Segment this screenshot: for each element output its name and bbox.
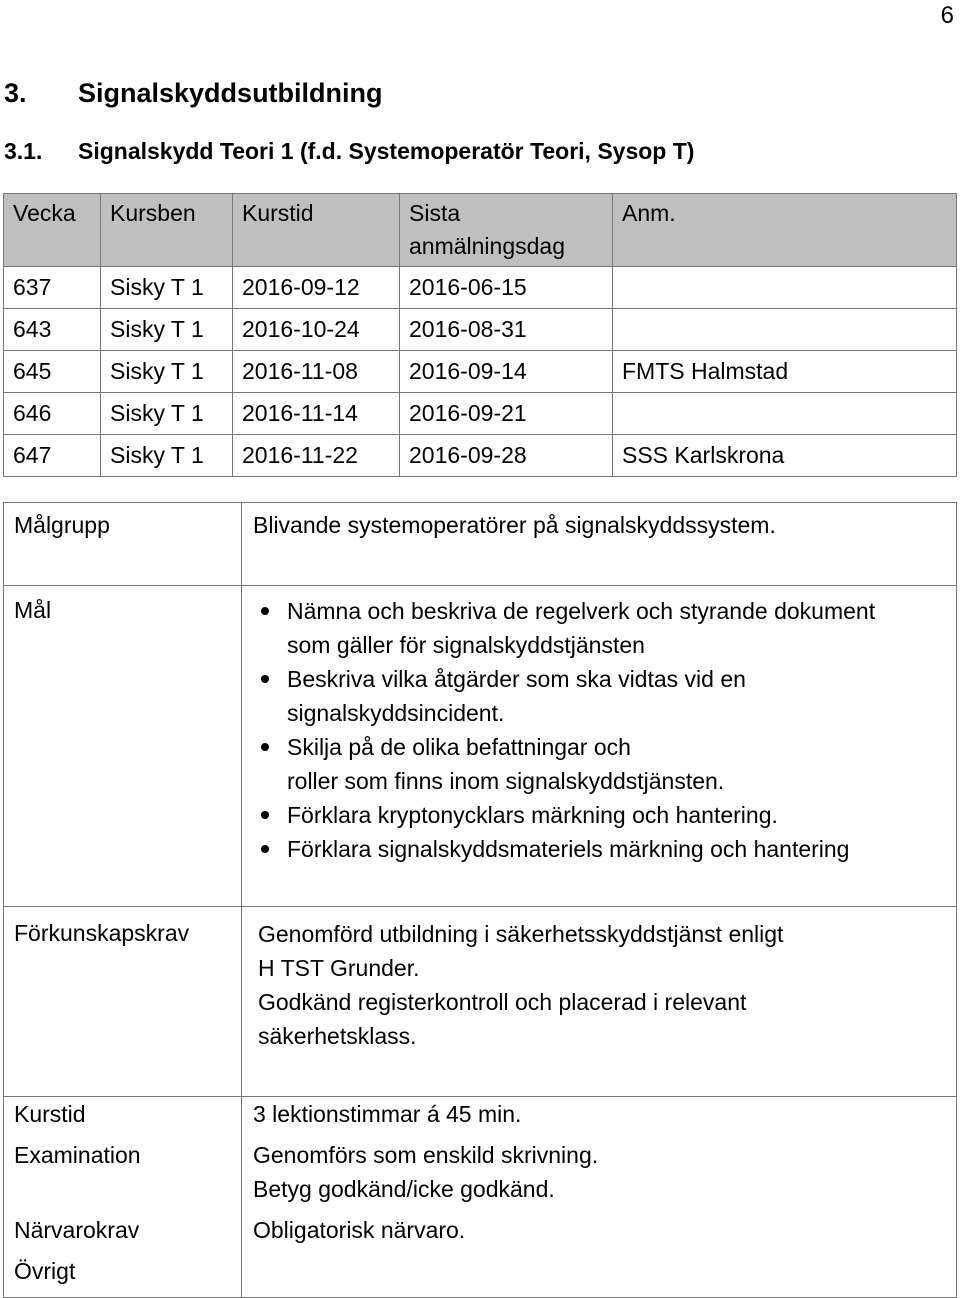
cell-course: Sisky T 1 bbox=[101, 435, 233, 477]
cell-course: Sisky T 1 bbox=[101, 309, 233, 351]
misc-values bbox=[242, 1097, 957, 1298]
prerequisites-value bbox=[242, 907, 957, 1097]
goal-line: roller som finns inom signalskyddstjänsten. bbox=[287, 768, 725, 794]
subsection-heading bbox=[4, 138, 694, 165]
list-item bbox=[253, 730, 956, 798]
misc-row bbox=[4, 1097, 957, 1298]
cell-note bbox=[613, 267, 957, 309]
goal-line: Nämna och beskriva de regelverk och styrande dokument bbox=[287, 598, 876, 624]
target-group-row bbox=[4, 503, 957, 586]
cell-deadline: 2016-09-21 bbox=[400, 393, 613, 435]
cell-deadline: 2016-06-15 bbox=[400, 267, 613, 309]
header-deadline-line1: Sista bbox=[409, 200, 461, 226]
prerequisites-line: Godkänd registerkontroll och placerad i relevant bbox=[258, 989, 747, 1015]
page-number: 6 bbox=[940, 2, 954, 29]
table-row bbox=[4, 393, 957, 435]
prerequisites-row bbox=[4, 907, 957, 1097]
attendance-value: Obligatorisk närvaro. bbox=[253, 1217, 466, 1243]
section-number: 3. bbox=[4, 78, 27, 108]
goals-label: Mål bbox=[4, 586, 242, 907]
goals-list bbox=[253, 594, 956, 866]
cell-week: 647 bbox=[4, 435, 101, 477]
header-time: Kurstid bbox=[233, 194, 400, 267]
table-row bbox=[4, 351, 957, 393]
cell-week: 646 bbox=[4, 393, 101, 435]
header-deadline bbox=[400, 194, 613, 267]
course-info-table bbox=[3, 502, 957, 1298]
cell-week: 645 bbox=[4, 351, 101, 393]
goal-line: Förklara kryptonycklars märkning och hantering. bbox=[287, 802, 778, 828]
subsection-number: 3.1. bbox=[4, 138, 43, 164]
goal-line: Skilja på de olika befattningar och bbox=[287, 734, 631, 760]
prerequisites-line: Genomförd utbildning i säkerhetsskyddstjänst enligt bbox=[258, 921, 784, 947]
cell-note: SSS Karlskrona bbox=[613, 435, 957, 477]
list-item bbox=[253, 662, 956, 730]
cell-week: 643 bbox=[4, 309, 101, 351]
cell-week: 637 bbox=[4, 267, 101, 309]
cell-deadline: 2016-09-28 bbox=[400, 435, 613, 477]
examination-line: Genomförs som enskild skrivning. bbox=[253, 1142, 599, 1168]
cell-time: 2016-11-08 bbox=[233, 351, 400, 393]
table-row bbox=[4, 435, 957, 477]
subsection-title: Signalskydd Teori 1 (f.d. Systemoperatör Teori, Sysop T) bbox=[78, 138, 695, 164]
header-week: Vecka bbox=[4, 194, 101, 267]
list-item bbox=[253, 832, 956, 866]
table-row bbox=[4, 309, 957, 351]
cell-note bbox=[613, 309, 957, 351]
cell-time: 2016-09-12 bbox=[233, 267, 400, 309]
schedule-header-row bbox=[4, 194, 957, 267]
cell-course: Sisky T 1 bbox=[101, 351, 233, 393]
table-row bbox=[4, 267, 957, 309]
cell-course: Sisky T 1 bbox=[101, 393, 233, 435]
goal-line: som gäller för signalskyddstjänsten bbox=[287, 632, 645, 658]
course-time-label: Kurstid bbox=[14, 1101, 86, 1127]
cell-deadline: 2016-08-31 bbox=[400, 309, 613, 351]
prerequisites-label: Förkunskapskrav bbox=[4, 907, 242, 1097]
examination-label: Examination bbox=[14, 1142, 141, 1168]
header-deadline-line2: anmälningsdag bbox=[409, 233, 566, 259]
goal-line: signalskyddsincident. bbox=[287, 700, 505, 726]
cell-time: 2016-10-24 bbox=[233, 309, 400, 351]
cell-time: 2016-11-22 bbox=[233, 435, 400, 477]
cell-note: FMTS Halmstad bbox=[613, 351, 957, 393]
list-item bbox=[253, 798, 956, 832]
cell-note bbox=[613, 393, 957, 435]
cell-time: 2016-11-14 bbox=[233, 393, 400, 435]
prerequisites-line: H TST Grunder. bbox=[258, 955, 420, 981]
cell-deadline: 2016-09-14 bbox=[400, 351, 613, 393]
section-heading bbox=[4, 78, 383, 109]
target-group-value: Blivande systemoperatörer på signalskyddssystem. bbox=[242, 503, 957, 586]
goals-row bbox=[4, 586, 957, 907]
course-time-value: 3 lektionstimmar á 45 min. bbox=[253, 1101, 522, 1127]
goals-value bbox=[242, 586, 957, 907]
goal-line: Förklara signalskyddsmateriels märkning och hantering bbox=[287, 836, 850, 862]
section-title: Signalskyddsutbildning bbox=[78, 78, 383, 108]
schedule-table bbox=[3, 193, 957, 477]
other-label: Övrigt bbox=[14, 1258, 76, 1284]
goal-line: Beskriva vilka åtgärder som ska vidtas vid en bbox=[287, 666, 746, 692]
misc-labels bbox=[4, 1097, 242, 1298]
header-course: Kursben bbox=[101, 194, 233, 267]
attendance-label: Närvarokrav bbox=[14, 1217, 140, 1243]
target-group-label: Målgrupp bbox=[4, 503, 242, 586]
cell-course: Sisky T 1 bbox=[101, 267, 233, 309]
header-note: Anm. bbox=[613, 194, 957, 267]
prerequisites-line: säkerhetsklass. bbox=[258, 1023, 417, 1049]
examination-line: Betyg godkänd/icke godkänd. bbox=[253, 1176, 555, 1202]
list-item bbox=[253, 594, 956, 662]
